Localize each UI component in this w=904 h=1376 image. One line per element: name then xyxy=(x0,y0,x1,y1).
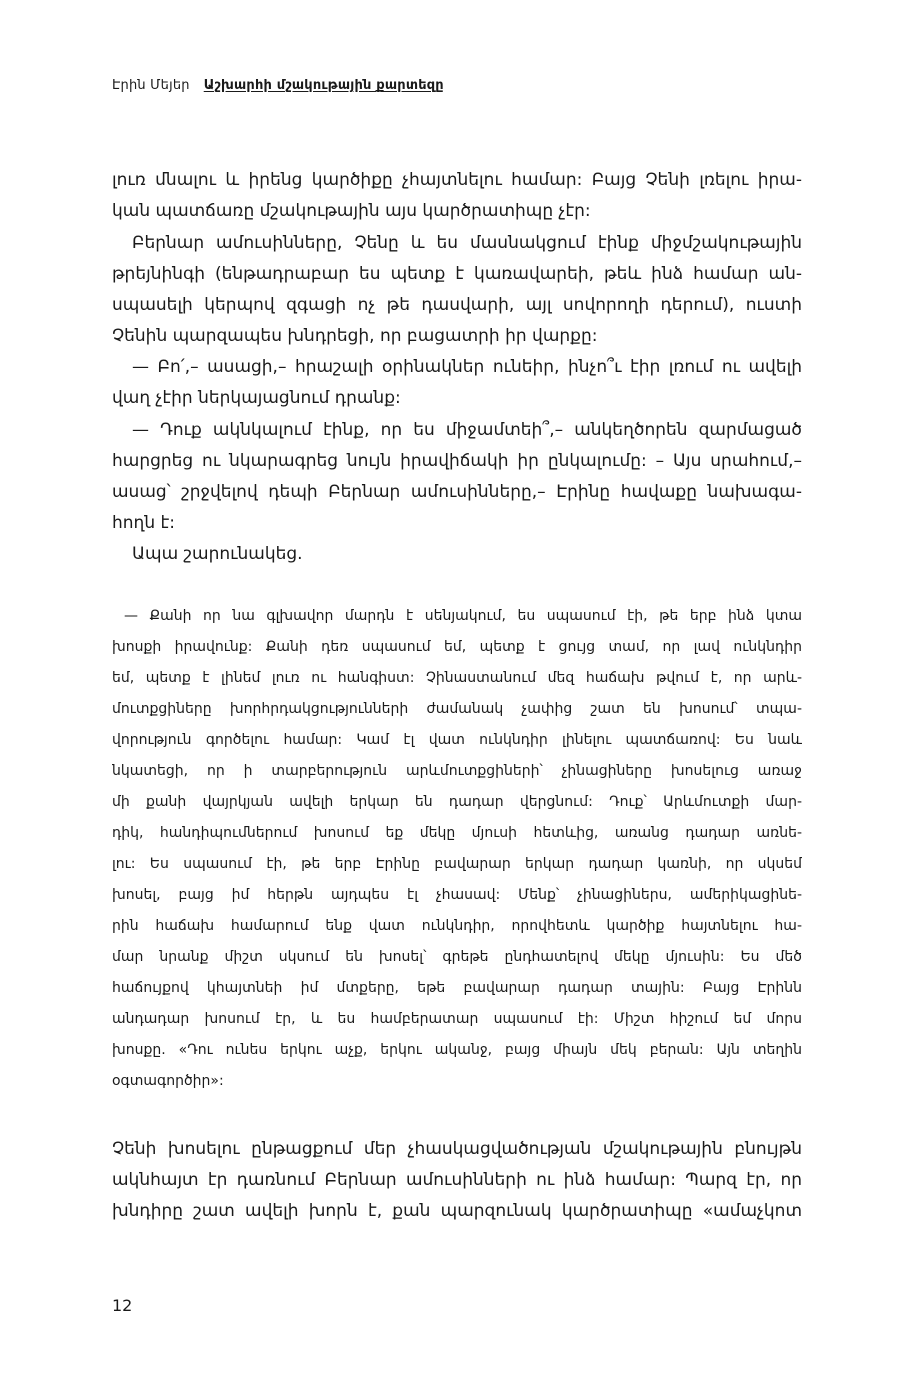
quote-line: մուտքցիները խորհրդակցությունների ժամանակ չափից շատ են խոսում՝ տպա- xyxy=(112,701,802,717)
quote-line: լու: Ես սպասում էի, թե երբ Էրինը բավարար երկար դադար կառնի, որ սկսեմ xyxy=(112,856,802,872)
quote-line: մի քանի վայրկյան ավելի երկար են դադար վերցնում: Դուք՝ Արևմուտքի մար- xyxy=(112,794,802,810)
quote-line: խոսել, բայց իմ հերթն այդպես էլ չհասավ: Մենք՝ չինացիներս, ամերիկացինե- xyxy=(112,887,802,903)
text-line: սպասելի կերպով զգացի ոչ թե դասվարի, այլ սովորողի դերում), ուստի xyxy=(112,295,802,315)
quote-line: մար նրանք միշտ սկսում են խոսել՝ գրեթե ընդհատելով մեկը մյուսին: Ես մեծ xyxy=(112,949,802,965)
quote-line: խոսքը. «Դու ունես երկու աչք, երկու ականջ, բայց միայն մեկ բերան: Այն տեղին xyxy=(112,1042,802,1058)
text-line: խնդիրը շատ ավելի խորն է, քան պարզունակ կարծրատիպը «ամաչկոտ xyxy=(112,1201,802,1221)
quote-line: վորություն գործելու համար: Կամ էլ վատ ունկնդիր լինելու պատճառով: Ես նաև xyxy=(112,732,802,748)
text-line: կան պատճառը մշակութային այս կարծրատիպը չէր: xyxy=(112,201,591,221)
quote-line: նկատեցի, որ ի տարբերություն արևմուտքցիների՝ չինացիները խոսելուց առաջ xyxy=(112,763,802,779)
page-number: 12 xyxy=(112,1296,133,1315)
text-line: Չենի խոսելու ընթացքում մեր չհասկացվածության մշակութային բնույթն xyxy=(112,1139,802,1159)
text-line: Ապա շարունակեց. xyxy=(132,544,303,564)
quote-line: անդադար խոսում էր, և ես համբերատար սպասում էի: Միշտ հիշում եմ մորս xyxy=(112,1011,802,1027)
quote-line: հաճույքով կհայտնեի իմ մտքերը, եթե բավարար դադար տային: Բայց Էրինն xyxy=(112,980,802,996)
text-line: — Դուք ակնկալում էինք, որ ես միջամտեի՞,– անկեղծորեն զարմացած xyxy=(132,420,802,440)
text-line: — Բո՛,– ասացի,– հրաշալի օրինակներ ունեիր, ինչո՞ւ էիր լռում ու ավելի xyxy=(132,357,802,377)
quote-line: րին հաճախ համարում ենք վատ ունկնդիր, որովհետև կարծիք հայտնելու հա- xyxy=(112,918,802,934)
text-line: հողն է: xyxy=(112,513,175,533)
text-line: Չենին պարզապես խնդրեցի, որ բացատրի իր վարքը: xyxy=(112,326,598,346)
quote-line: օգտագործիր»: xyxy=(112,1073,224,1089)
text-line: Բերնար ամուսինները, Չենը և ես մասնակցում էինք միջմշակութային xyxy=(132,233,802,253)
text-line: թրեյնինգի (ենթադրաբար ես պետք է կառավարեի, թեև ինձ համար ան- xyxy=(112,264,802,284)
quote-line: եմ, պետք է լինեմ լուռ ու հանգիստ: Չինաստանում մեզ հաճախ թվում է, որ արև- xyxy=(112,670,802,686)
text-line: հարցրեց ու նկարագրեց նույն իրավիճակի իր ընկալումը: – Այս սրահում,– xyxy=(112,451,802,471)
header-author: Էրին Մեյեր xyxy=(112,78,190,93)
text-line: ասաց՝ շրջվելով դեպի Բերնար ամուսինները,– Էրինը հավաքը նախագա- xyxy=(112,482,802,502)
text-line: ակնհայտ էր դառնում Բերնար ամուսինների ու ինձ համար: Պարզ էր, որ xyxy=(112,1170,802,1190)
text-line: վաղ չէիր ներկայացնում դրանք: xyxy=(112,388,401,408)
quote-line: — Քանի որ նա գլխավոր մարդն է սենյակում, ես սպասում էի, թե երբ ինձ կտա xyxy=(124,608,802,624)
quote-line: խոսքի իրավունք: Քանի դեռ սպասում եմ, պետք է ցույց տամ, որ լավ ունկնդիր xyxy=(112,639,802,655)
header-book-title: Աշխարհի մշակութային քարտեզը xyxy=(203,78,444,93)
text-line: լուռ մնալու և իրենց կարծիքը չհայտնելու համար: Բայց Չենի լռելու իրա- xyxy=(112,170,802,190)
running-header xyxy=(112,78,444,93)
quote-line: դիկ, հանդիպումներում խոսում եք մեկը մյուսի հետևից, առանց դադար առնե- xyxy=(112,825,802,841)
